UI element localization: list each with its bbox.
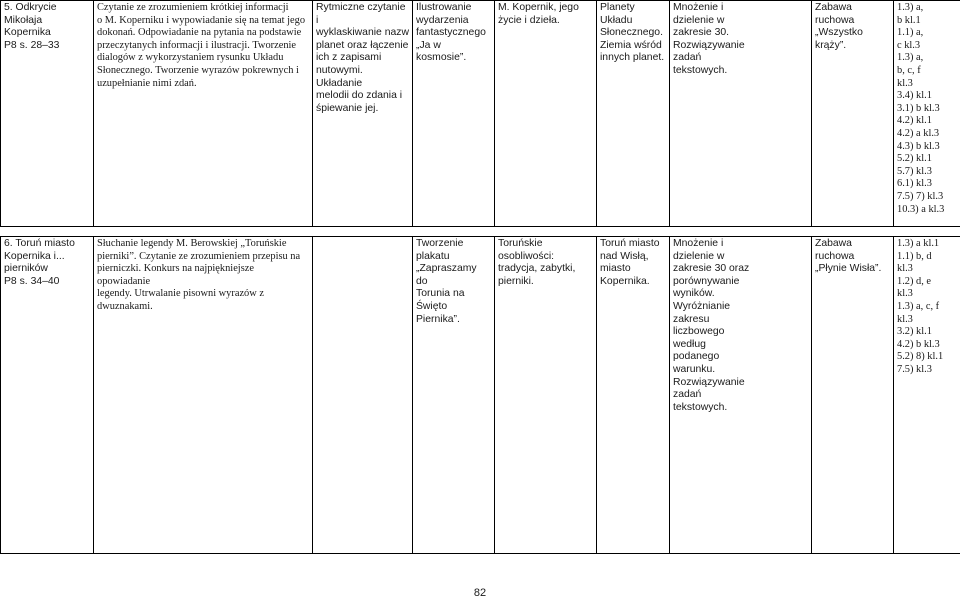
art-activities-cell: Ilustrowanie wydarzenia fantastycznego „Ja w kosmosie”. — [413, 1, 495, 227]
music-activities-cell — [313, 237, 413, 554]
math-education-cell: Mnożenie i dzielenie w zakresie 30 oraz porównywanie wyników. Wyróżnianie zakresu liczbowego według podanego warunku. Rozwiązywanie zadań tekstowych. — [670, 237, 812, 554]
table-row — [1, 237, 960, 554]
music-activities-cell: Rytmiczne czytanie i wyklaskiwanie nazw planet oraz łączenie ich z zapisami nutowymi. Układanie melodii do zdania i śpiewanie jej. — [313, 1, 413, 227]
social-education-cell: M. Kopernik, jego życie i dzieła. — [495, 1, 597, 227]
nature-education-cell: Toruń miasto nad Wisłą, miasto Kopernika. — [597, 237, 670, 554]
lesson-title-cell: 6. Toruń miasto Kopernika i... pierników P8 s. 34–40 — [1, 237, 94, 554]
reading-activities-cell: Czytanie ze zrozumieniem krótkiej informacji o M. Koperniku i wypowiadanie się na temat jego dokonań. Odpowiadanie na pytania na podstawie przeczytanych informacji i ilustracji. Tworzenie dialogów z wykorzystaniem rysunku Układu Słonecznego. Tworzenie wyrazów pokrewnych i uzupełnianie nimi zdań. — [94, 1, 313, 227]
math-education-cell: Mnożenie i dzielenie w zakresie 30. Rozwiązywanie zadań tekstowych. — [670, 1, 812, 227]
exercise-references-cell: 1.3) a kl.1 1.1) b, d kl.3 1.2) d, e kl.3 1.3) a, c, f kl.3 3.2) kl.1 4.2) b kl.3 5.2) 8) kl.1 7.5) kl.3 — [894, 237, 960, 554]
reading-activities-cell: Słuchanie legendy M. Berowskiej „Toruńskie pierniki”. Czytanie ze zrozumieniem przepisu na pierniczki. Konkurs na najpiękniejsze opowiadanie legendy. Utrwalanie pisowni wyrazów z dwuznakami. — [94, 237, 313, 554]
art-activities-cell: Tworzenie plakatu „Zapraszamy do Torunia na Święto Piernika”. — [413, 237, 495, 554]
exercise-references-cell: 1.3) a, b kl.1 1.1) a, c kl.3 1.3) a, b, c, f kl.3 3.4) kl.1 3.1) b kl.3 4.2) kl.1 4.2) a kl.3 4.3) b kl.3 5.2) kl.1 5.7) kl.3 6.1) kl.3 7.5) 7) kl.3 10.3) a kl.3 — [894, 1, 960, 227]
nature-education-cell: Planety Układu Słonecznego. Ziemia wśród innych planet. — [597, 1, 670, 227]
physical-education-cell: Zabawa ruchowa „Płynie Wisła”. — [812, 237, 894, 554]
physical-education-cell: Zabawa ruchowa „Wszystko krąży”. — [812, 1, 894, 227]
page-number: 82 — [473, 587, 487, 599]
social-education-cell: Toruńskie osobliwości: tradycja, zabytki, pierniki. — [495, 237, 597, 554]
table-row — [1, 1, 960, 227]
lesson-title-cell: 5. Odkrycie Mikołaja Kopernika P8 s. 28–33 — [1, 1, 94, 227]
table-row-gap — [1, 227, 960, 237]
